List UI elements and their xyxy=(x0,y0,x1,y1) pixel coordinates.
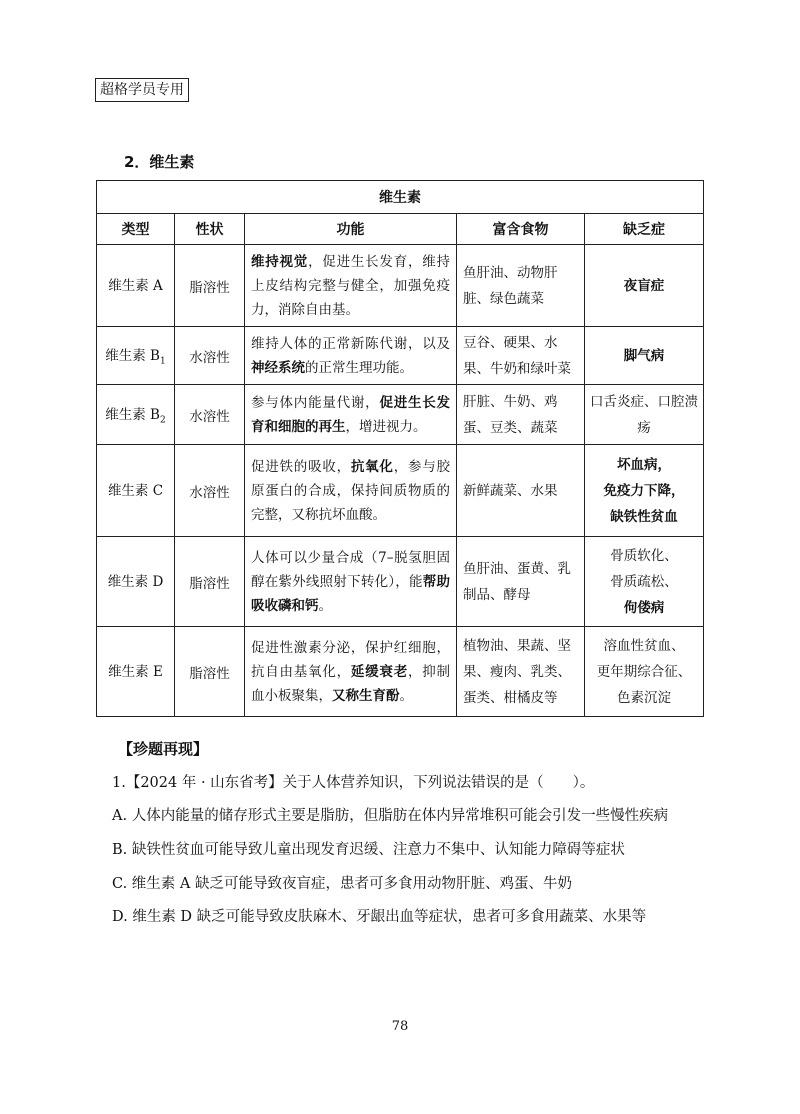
column-header: 功能 xyxy=(245,214,457,245)
deficiency-text-bold: 坏血病， xyxy=(617,456,671,473)
vitamin-type xyxy=(97,627,175,717)
vitamin-type xyxy=(97,445,175,537)
table-row xyxy=(97,385,704,445)
function-text: 维持人体的正常新陈代谢，以及 xyxy=(251,335,450,352)
question-stem: 1.【2024 年 · 山东省考】关于人体营养知识，下列说法错误的是（ ）。 xyxy=(112,775,595,791)
vitamin-foods: 植物油、果蔬、坚果、瘦肉、乳类、蛋类、柑橘皮等 xyxy=(457,627,585,717)
function-text-bold: 帮助吸收磷和钙 xyxy=(251,573,451,614)
vitamin-foods: 鱼肝油、蛋黄、乳制品、酵母 xyxy=(457,537,585,627)
table-row xyxy=(97,537,704,627)
past-exam-heading: 【珍题再现】 xyxy=(118,740,209,758)
table-caption: 维生素 xyxy=(97,181,704,214)
column-header: 性状 xyxy=(175,214,245,245)
deficiency-text-bold: 缺铁性贫血 xyxy=(610,508,678,525)
vitamin-type-main: 维生素 A xyxy=(108,278,163,295)
option-a: A. 人体内能量的储存形式主要是脂肪，但脂肪在体内异常堆积可能会引发一些慢性疾病 xyxy=(112,808,669,824)
deficiency-text: 色素沉淀 xyxy=(617,689,671,706)
vitamin-foods: 豆谷、硬果、水果、牛奶和绿叶菜 xyxy=(457,327,585,385)
function-text: 。 xyxy=(399,687,413,704)
function-text: ，抑制血小板聚集， xyxy=(251,663,451,704)
vitamin-function xyxy=(245,385,457,445)
vitamin-type xyxy=(97,385,175,445)
deficiency-text-bold: 佝偻病 xyxy=(623,599,665,616)
function-text-bold: 延缓衰老 xyxy=(350,663,408,680)
table-row xyxy=(97,445,704,537)
vitamin-deficiency xyxy=(585,245,704,327)
table-row xyxy=(97,627,704,717)
function-text-bold: 又称生育酚 xyxy=(332,687,400,704)
table-header-row xyxy=(97,214,704,245)
function-text: 参与体内能量代谢， xyxy=(251,394,380,411)
function-text-bold: 促进生长发育和细胞的再生 xyxy=(251,394,451,435)
vitamin-type xyxy=(97,537,175,627)
function-text-bold: 神经系统 xyxy=(251,359,305,376)
option-b: B. 缺铁性贫血可能导致儿童出现发育迟缓、注意力不集中、认知能力障碍等症状 xyxy=(112,842,625,858)
deficiency-text: 口舌炎症、口腔溃疡 xyxy=(590,393,698,436)
vitamin-type-main: 维生素 B xyxy=(105,407,160,424)
deficiency-text: 骨质软化、 xyxy=(610,547,678,564)
vitamin-type-main: 维生素 B xyxy=(105,348,160,365)
function-text: ，增进视力。 xyxy=(345,418,427,435)
function-text: 促进性激素分泌，保护红细胞，抗自由基氧化， xyxy=(251,639,450,680)
deficiency-text: 溶血性贫血、 xyxy=(603,637,685,654)
vitamin-property: 脂溶性 xyxy=(175,537,245,627)
vitamin-deficiency xyxy=(585,627,704,717)
vitamin-property: 水溶性 xyxy=(175,385,245,445)
vitamin-function xyxy=(245,537,457,627)
option-c: C. 维生素 A 缺乏可能导致夜盲症，患者可多食用动物肝脏、鸡蛋、牛奶 xyxy=(112,876,572,892)
function-text-bold: 抗氧化 xyxy=(350,458,394,475)
table-row xyxy=(97,245,704,327)
function-text: 人体可以少量合成（7–脱氢胆固醇在紫外线照射下转化），能 xyxy=(251,549,450,590)
vitamin-foods: 新鲜蔬菜、水果 xyxy=(457,445,585,537)
vitamin-property: 脂溶性 xyxy=(175,627,245,717)
student-only-tag: 超格学员专用 xyxy=(95,78,189,102)
vitamin-function xyxy=(245,245,457,327)
table-row xyxy=(97,327,704,385)
vitamin-deficiency xyxy=(585,445,704,537)
vitamin-foods: 鱼肝油、动物肝脏、绿色蔬菜 xyxy=(457,245,585,327)
vitamin-property: 水溶性 xyxy=(175,327,245,385)
deficiency-text-bold: 夜盲症 xyxy=(623,277,665,294)
function-text: 的正常生理功能。 xyxy=(305,359,413,376)
deficiency-text: 更年期综合征、 xyxy=(596,663,692,680)
deficiency-text: 骨质疏松、 xyxy=(610,573,678,590)
section-title: 2．维生素 xyxy=(124,153,195,171)
vitamin-deficiency xyxy=(585,385,704,445)
function-text: 。 xyxy=(318,597,332,614)
vitamin-function xyxy=(245,445,457,537)
deficiency-text-bold: 免疫力下降， xyxy=(603,482,685,499)
vitamin-table xyxy=(96,180,704,717)
function-text: ，参与胶原蛋白的合成，保持间质物质的完整，又称抗坏血酸。 xyxy=(251,458,451,523)
column-header: 类型 xyxy=(97,214,175,245)
vitamin-type-main: 维生素 D xyxy=(107,574,164,591)
vitamin-type-subscript: 2 xyxy=(159,415,166,426)
vitamin-deficiency xyxy=(585,537,704,627)
deficiency-text-bold: 脚气病 xyxy=(623,347,665,364)
vitamin-foods: 肝脏、牛奶、鸡蛋、豆类、蔬菜 xyxy=(457,385,585,445)
vitamin-deficiency xyxy=(585,327,704,385)
column-header: 缺乏症 xyxy=(585,214,704,245)
vitamin-property: 脂溶性 xyxy=(175,245,245,327)
column-header: 富含食物 xyxy=(457,214,585,245)
vitamin-type xyxy=(97,245,175,327)
vitamin-type-main: 维生素 E xyxy=(108,664,163,681)
option-d: D. 维生素 D 缺乏可能导致皮肤麻木、牙龈出血等症状，患者可多食用蔬菜、水果等 xyxy=(112,909,647,925)
function-text-bold: 维持视觉 xyxy=(251,253,309,270)
function-text: 促进铁的吸收， xyxy=(251,458,351,475)
vitamin-type-subscript: 1 xyxy=(159,356,166,367)
page-number: 78 xyxy=(391,1019,409,1034)
vitamin-function xyxy=(245,627,457,717)
vitamin-type xyxy=(97,327,175,385)
vitamin-property: 水溶性 xyxy=(175,445,245,537)
function-text: ，促进生长发育，维持上皮结构完整与健全，加强免疫力，消除自由基。 xyxy=(251,253,451,318)
vitamin-type-main: 维生素 C xyxy=(107,483,164,500)
vitamin-function xyxy=(245,327,457,385)
